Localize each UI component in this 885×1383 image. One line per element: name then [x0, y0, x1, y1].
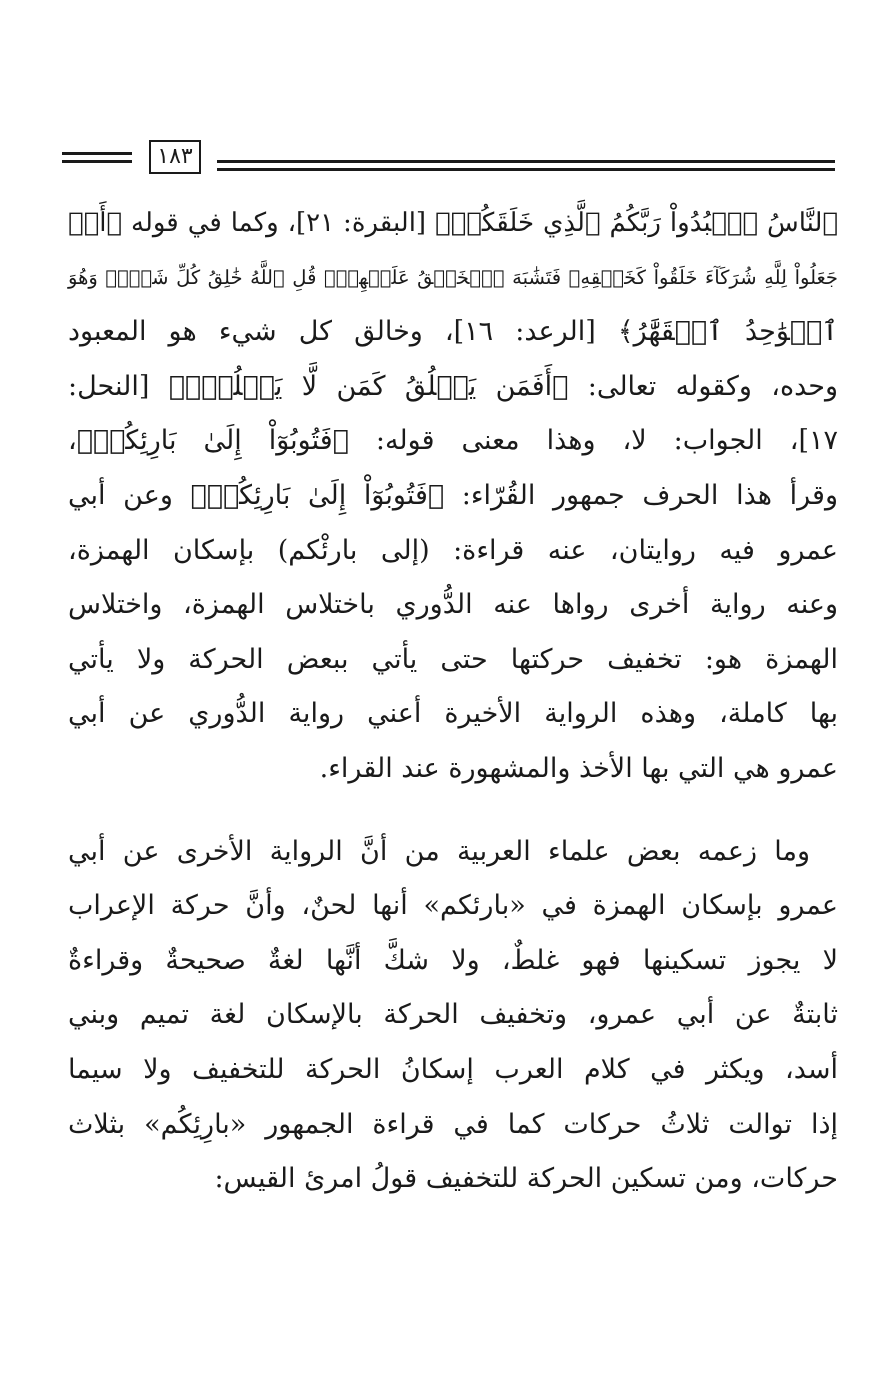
text-line: بها كاملة، وهذه الرواية الأخيرة أعني رواية الدُّوري عن أبي: [68, 698, 838, 730]
text-line: ٱلۡوَٰحِدُ ٱلۡقَهَّٰرُ﴾ [الرعد: ١٦]، وخالق كل شيء هو المعبود: [68, 316, 838, 348]
text-line: عمرو بإسكان الهمزة في «بارئكم» أنها لحنٌ، وأنَّ حركة الإعراب: [68, 890, 838, 922]
paragraph-1: [68, 196, 838, 797]
paragraph-2: [68, 825, 838, 1207]
text-line: ثابتةٌ عن أبي عمرو، وتخفيف الحركة بالإسكان لغة تميم وبني: [68, 999, 838, 1031]
text-line: وعنه رواية أخرى رواها عنه الدُّوري باختلاس الهمزة، واختلاس: [68, 589, 838, 621]
page-header: [62, 140, 835, 180]
text-line: ١٧]، الجواب: لا، وهذا معنى قوله: ﴿فَتُوبُوٓاْ إِلَىٰ بَارِئِكُمۡ﴾،: [68, 425, 838, 457]
text-line: وقرأ هذا الحرف جمهور القُرّاء: ﴿فَتُوبُوٓاْ إِلَىٰ بَارِئِكُمۡ﴾ وعن أبي: [68, 479, 838, 511]
header-double-rule-left: [62, 152, 132, 168]
page-number: ١٨٣: [149, 140, 201, 174]
text-line: لا يجوز تسكينها فهو غلطٌ، ولا شكَّ أنَّها لغةٌ صحيحةٌ وقراءةٌ: [68, 944, 838, 976]
text-line: الهمزة هو: تخفيف حركتها حتى يأتي ببعض الحركة ولا يأتي: [68, 643, 838, 675]
text-line: أسد، ويكثر في كلام العرب إسكانُ الحركة للتخفيف ولا سيما: [68, 1053, 838, 1085]
text-line: وحده، وكقوله تعالى: ﴿أَفَمَن يَخۡلُقُ كَمَن لَّا يَخۡلُقُۚ﴾ [النحل:: [68, 370, 838, 402]
text-line: إذا توالت ثلاثُ حركات كما في قراءة الجمهور «بارِئِكُم» بثلاث: [68, 1108, 838, 1140]
text-line: عمرو فيه روايتان، عنه قراءة: (إلى بارئْكم) بإسكان الهمزة،: [68, 534, 838, 566]
text-line: حركات، ومن تسكين الحركة للتخفيف قولُ امرئ القيس:: [214, 1163, 838, 1195]
page-body: [68, 196, 838, 1207]
text-line: جَعَلُواْ لِلَّهِ شُرَكَآءَ خَلَقُواْ كَخَلۡقِهِۦ فَتَشَٰبَهَ ٱلۡخَلۡقُ عَلَيۡهِمۡۚ قُلِ ٱللَّهُ خَٰلِقُ كُلِّ شَيۡءٖ وَهُوَ: [68, 265, 838, 289]
text-line: وما زعمه بعض علماء العربية من أنَّ الرواية الأخرى عن أبي: [68, 835, 810, 867]
header-double-rule-right: [217, 160, 835, 176]
text-line: ٱلنَّاسُ ٱعۡبُدُواْ رَبَّكُمُ ٱلَّذِي خَلَقَكُمۡ﴾ [البقرة: ٢١]، وكما في قوله ﴿أَمۡ: [68, 208, 838, 238]
text-line: عمرو هي التي بها الأخذ والمشهورة عند القراء.: [319, 752, 838, 784]
